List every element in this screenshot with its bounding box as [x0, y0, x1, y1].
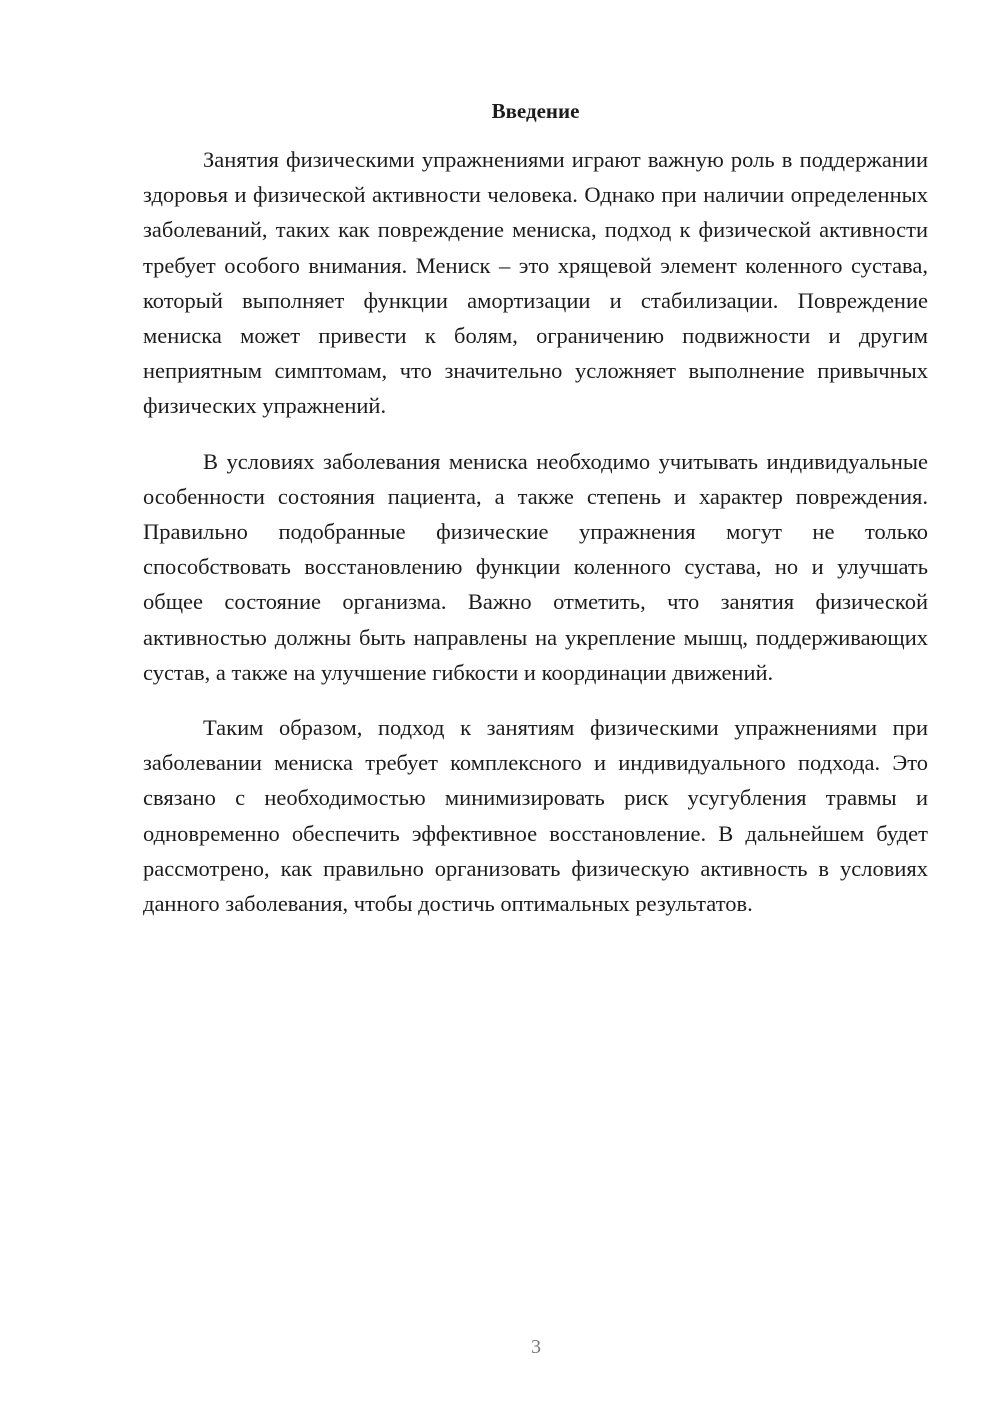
section-heading: Введение [491, 99, 580, 123]
page-number: 3 [531, 1336, 541, 1358]
paragraph-1: Занятия физическими упражнениями играют важную роль в поддержании здоровья и физической активности человека. Однако при наличии определенных заболеваний, таких как повреждение мениска, подход к физической активности требует особого внимания. Мениск – это хрящевой элемент коленного сустава, который выполняет функции амортизации и стабилизации. Повреждение мениска может привести к болям, ограничению подвижности и другим неприятным симптомам, что значительно усложняет выполнение привычных физических упражнений. [143, 147, 928, 419]
paragraph-3: Таким образом, подход к занятиям физическими упражнениями при заболевании мениска требует комплексного и индивидуального подхода. Это связано с необходимостью минимизировать риск усугубления травмы и одновременно обеспечить эффективное восстановление. В дальнейшем будет рассмотрено, как правильно организовать физическую активность в условиях данного заболевания, чтобы достичь оптимальных результатов. [143, 715, 928, 917]
paragraph-2: В условиях заболевания мениска необходимо учитывать индивидуальные особенности состояния пациента, а также степень и характер повреждения. Правильно подобранные физические упражнения могут не только способствовать восстановлению функции коленного сустава, но и улучшать общее состояние организма. Важно отметить, что занятия физической активностью должны быть направлены на укрепление мышц, поддерживающих сустав, а также на улучшение гибкости и координации движений. [143, 448, 928, 685]
body-text [143, 142, 928, 941]
